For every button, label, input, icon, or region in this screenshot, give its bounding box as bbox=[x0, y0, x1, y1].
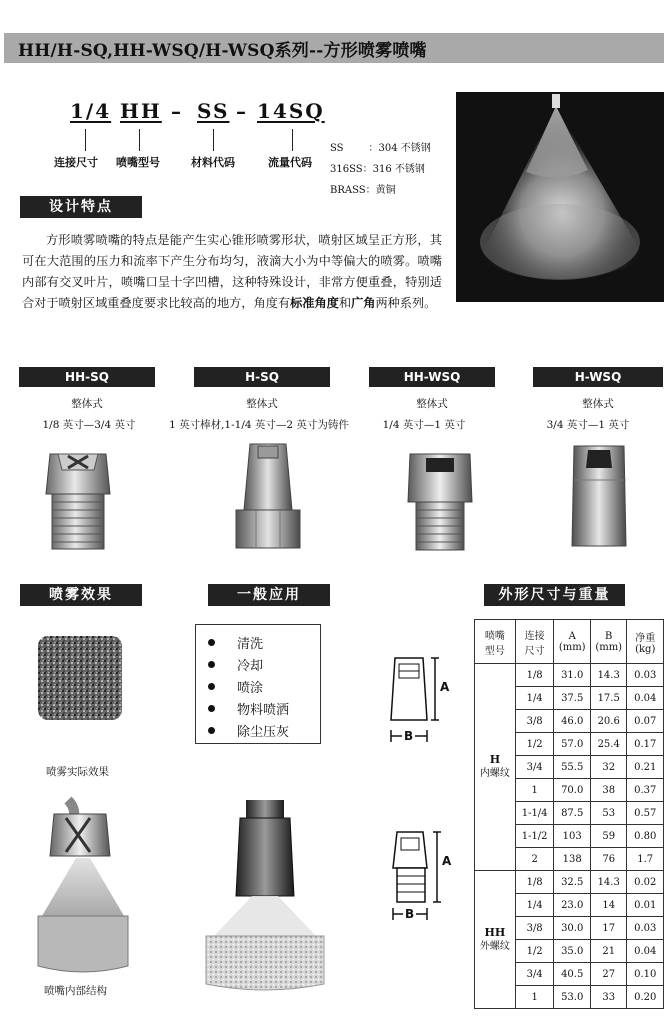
design-description: 方形喷雾喷嘴的特点是能产生实心锥形喷雾形状，喷射区域呈正方形，其可在大范围的压力和流率下产生分布均匀，液滴大小为中等偏大的喷雾。喷嘴内部有交叉叶片，喷嘴口呈十字凹槽，这种特殊设计，非常方便重叠，特别适合对于喷射区域重叠度要求比较高的地方，角度有标准角度和广角两种系列。 bbox=[22, 233, 442, 310]
table-cell: 1/8 bbox=[515, 664, 554, 687]
application-item: 冷却 bbox=[208, 653, 320, 675]
applications-box bbox=[195, 624, 321, 744]
table-cell: 0.02 bbox=[627, 871, 664, 894]
table-header-row bbox=[475, 620, 664, 664]
design-heading: 设计特点 bbox=[20, 196, 142, 218]
page-title: HH/H-SQ,HH-WSQ/H-WSQ系列--方形喷雾喷嘴 bbox=[18, 41, 427, 61]
table-cell: 0.10 bbox=[627, 963, 664, 986]
table-cell: 14 bbox=[590, 894, 627, 917]
table-cell: 87.5 bbox=[554, 802, 591, 825]
title-bar bbox=[4, 33, 664, 63]
label-size: 连接尺寸 bbox=[54, 156, 98, 169]
dim-label-b: B bbox=[405, 907, 415, 921]
model-size: 1/4 英寸—1 英寸 bbox=[382, 419, 466, 431]
table-cell: 17 bbox=[590, 917, 627, 940]
spray-effect-heading: 喷雾效果 bbox=[20, 584, 142, 606]
table-cell: 3/4 bbox=[515, 963, 554, 986]
bullet-icon bbox=[208, 705, 215, 712]
table-cell: 32.5 bbox=[554, 871, 591, 894]
table-cell: 0.01 bbox=[627, 894, 664, 917]
table-header-cell: B (mm) bbox=[590, 620, 627, 664]
label-flow: 流量代码 bbox=[268, 156, 312, 169]
dimension-drawing-female bbox=[383, 650, 465, 750]
nozzle-spray-image bbox=[200, 796, 330, 1000]
spray-pattern-image bbox=[32, 630, 128, 730]
code-flow: 14SQ bbox=[257, 99, 325, 123]
table-header-cell: 连接 尺寸 bbox=[515, 620, 554, 664]
table-cell: 76 bbox=[590, 848, 627, 871]
table-cell: 38 bbox=[590, 779, 627, 802]
table-header-cell: 喷嘴 型号 bbox=[475, 620, 516, 664]
table-cell: 20.6 bbox=[590, 710, 627, 733]
spray-caption: 喷雾实际效果 bbox=[46, 766, 109, 778]
table-cell: 3/8 bbox=[515, 710, 554, 733]
table-cell: 1-1/2 bbox=[515, 825, 554, 848]
table-cell: 1/2 bbox=[515, 940, 554, 963]
code-tick bbox=[213, 129, 214, 151]
model-tab-h-sq: H-SQ bbox=[194, 367, 330, 387]
table-cell: 0.80 bbox=[627, 825, 664, 848]
code-model: HH bbox=[120, 99, 162, 123]
spray-photo bbox=[456, 92, 664, 302]
table-cell: 70.0 bbox=[554, 779, 591, 802]
structure-caption: 喷嘴内部结构 bbox=[44, 985, 107, 997]
table-cell: 35.0 bbox=[554, 940, 591, 963]
dim-label-b: B bbox=[404, 729, 414, 743]
bullet-icon bbox=[208, 661, 215, 668]
table-cell: 17.5 bbox=[590, 687, 627, 710]
table-cell: 37.5 bbox=[554, 687, 591, 710]
dimensions-table bbox=[474, 619, 664, 1009]
table-group-cell: H 内螺纹 bbox=[475, 664, 516, 871]
table-cell: 1.7 bbox=[627, 848, 664, 871]
table-cell: 59 bbox=[590, 825, 627, 848]
table-cell: 21 bbox=[590, 940, 627, 963]
application-item: 物料喷洒 bbox=[208, 697, 320, 719]
table-cell: 1-1/4 bbox=[515, 802, 554, 825]
table-cell: 53 bbox=[590, 802, 627, 825]
dimension-drawing-male bbox=[383, 826, 465, 926]
table-cell: 0.21 bbox=[627, 756, 664, 779]
bullet-icon bbox=[208, 727, 215, 734]
material-ss: SS ：304 不锈钢 bbox=[330, 143, 431, 154]
table-cell: 1/2 bbox=[515, 733, 554, 756]
model-type: 整体式 bbox=[416, 398, 448, 410]
table-cell: 2 bbox=[515, 848, 554, 871]
code-dash-2: – bbox=[236, 99, 246, 123]
applications-heading: 一般应用 bbox=[208, 584, 330, 606]
model-type: 整体式 bbox=[71, 398, 103, 410]
table-cell: 57.0 bbox=[554, 733, 591, 756]
table-group-cell: HH 外螺纹 bbox=[475, 871, 516, 1009]
table-cell: 0.04 bbox=[627, 687, 664, 710]
application-item: 喷涂 bbox=[208, 675, 320, 697]
model-tab-hh-wsq: HH-WSQ bbox=[369, 367, 495, 387]
table-cell: 3/8 bbox=[515, 917, 554, 940]
model-size: 1/8 英寸—3/4 英寸 bbox=[42, 419, 136, 431]
nozzle-hh-wsq-image bbox=[404, 444, 476, 558]
table-cell: 27 bbox=[590, 963, 627, 986]
model-size: 3/4 英寸—1 英寸 bbox=[546, 419, 630, 431]
material-316ss: 316SS：316 不锈钢 bbox=[330, 164, 425, 175]
model-tab-hh-sq: HH-SQ bbox=[19, 367, 155, 387]
table-cell: 30.0 bbox=[554, 917, 591, 940]
code-material: SS bbox=[197, 99, 230, 123]
table-cell: 14.3 bbox=[590, 664, 627, 687]
model-tab-h-wsq: H-WSQ bbox=[533, 367, 663, 387]
code-tick bbox=[139, 129, 140, 151]
nozzle-hh-sq-image bbox=[38, 444, 118, 558]
table-cell: 3/4 bbox=[515, 756, 554, 779]
model-type: 整体式 bbox=[582, 398, 614, 410]
table-cell: 31.0 bbox=[554, 664, 591, 687]
model-type: 整体式 bbox=[246, 398, 278, 410]
table-cell: 14.3 bbox=[590, 871, 627, 894]
table-cell: 46.0 bbox=[554, 710, 591, 733]
internal-structure-image bbox=[28, 796, 138, 980]
table-row bbox=[475, 664, 664, 687]
table-header-cell: 净重 (kg) bbox=[627, 620, 664, 664]
table-cell: 0.04 bbox=[627, 940, 664, 963]
nozzle-h-wsq-image bbox=[566, 440, 632, 556]
table-cell: 1 bbox=[515, 779, 554, 802]
table-header-cell: A (mm) bbox=[554, 620, 591, 664]
table-cell: 55.5 bbox=[554, 756, 591, 779]
table-cell: 1/4 bbox=[515, 894, 554, 917]
label-model: 喷嘴型号 bbox=[116, 156, 160, 169]
code-tick bbox=[85, 129, 86, 151]
table-cell: 1/8 bbox=[515, 871, 554, 894]
nozzle-h-sq-image bbox=[232, 440, 304, 556]
table-cell: 0.03 bbox=[627, 664, 664, 687]
table-cell: 0.37 bbox=[627, 779, 664, 802]
code-tick bbox=[292, 129, 293, 151]
label-material: 材料代码 bbox=[191, 156, 235, 169]
table-cell: 23.0 bbox=[554, 894, 591, 917]
table-row bbox=[475, 871, 664, 894]
table-cell: 1/4 bbox=[515, 687, 554, 710]
table-cell: 0.17 bbox=[627, 733, 664, 756]
table-cell: 25.4 bbox=[590, 733, 627, 756]
table-cell: 33 bbox=[590, 986, 627, 1009]
bullet-icon bbox=[208, 683, 215, 690]
model-size: 1 英寸棒材,1-1/4 英寸—2 英寸为铸件 bbox=[169, 419, 349, 431]
bullet-icon bbox=[208, 639, 215, 646]
table-cell: 103 bbox=[554, 825, 591, 848]
dim-label-a: A bbox=[440, 680, 450, 694]
application-item: 清洗 bbox=[208, 631, 320, 653]
dim-label-a: A bbox=[442, 854, 452, 868]
code-size: 1/4 bbox=[70, 99, 112, 123]
table-cell: 0.20 bbox=[627, 986, 664, 1009]
dimensions-heading: 外形尺寸与重量 bbox=[484, 584, 625, 606]
material-brass: BRASS：黄铜 bbox=[330, 185, 396, 196]
table-cell: 138 bbox=[554, 848, 591, 871]
table-cell: 0.57 bbox=[627, 802, 664, 825]
table-cell: 0.03 bbox=[627, 917, 664, 940]
table-cell: 53.0 bbox=[554, 986, 591, 1009]
application-item: 除尘压灰 bbox=[208, 719, 320, 741]
table-cell: 32 bbox=[590, 756, 627, 779]
code-dash-1: – bbox=[171, 99, 181, 123]
table-cell: 1 bbox=[515, 986, 554, 1009]
table-cell: 40.5 bbox=[554, 963, 591, 986]
table-cell: 0.07 bbox=[627, 710, 664, 733]
